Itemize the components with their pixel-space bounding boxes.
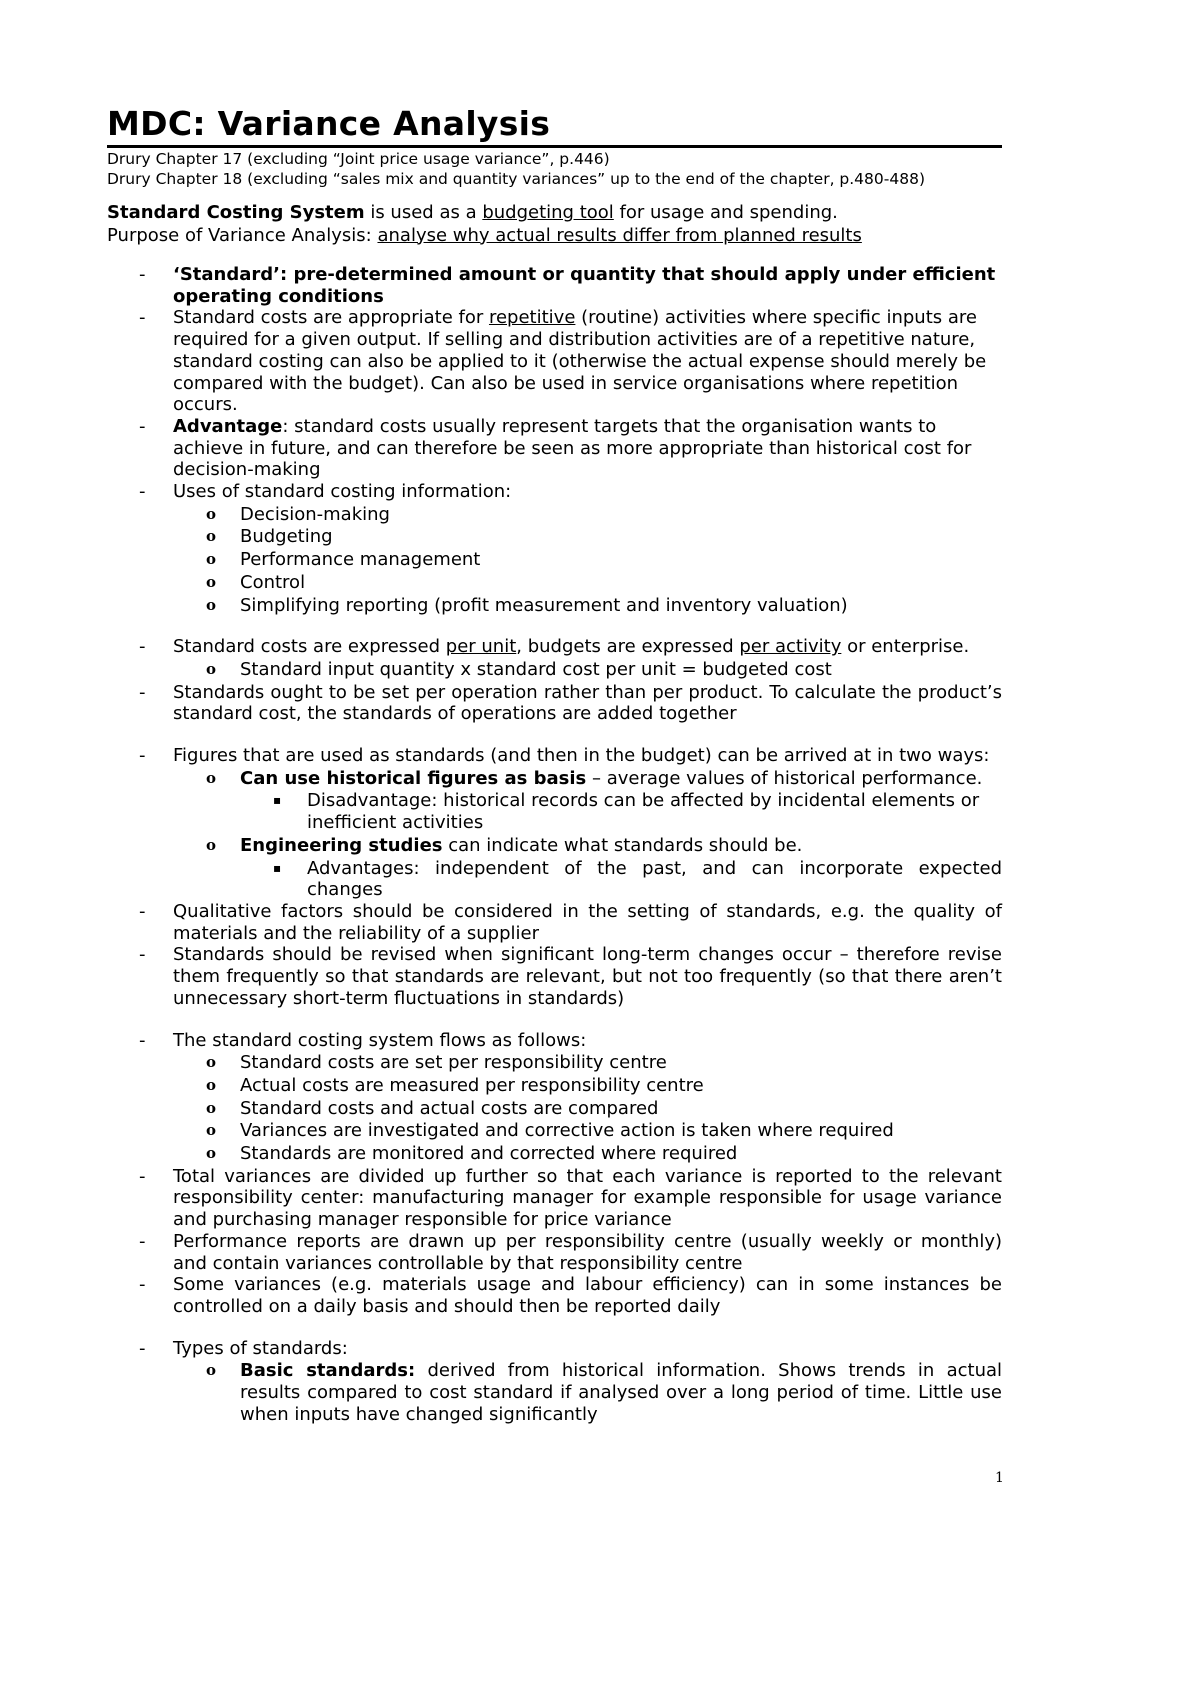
- underlined-text: analyse why actual results differ from planned results: [377, 224, 862, 246]
- circle-bullet-icon: o: [206, 1361, 217, 1380]
- bold-text: Engineering studies: [240, 834, 443, 856]
- list-item: [107, 1166, 1002, 1231]
- dash-bullet-icon: -: [139, 1029, 146, 1051]
- circle-bullet-icon: o: [206, 527, 217, 546]
- list-item: [107, 1098, 1002, 1120]
- dash-bullet-icon: -: [139, 1230, 146, 1252]
- text-run: Standard costs and actual costs are compared: [240, 1097, 659, 1119]
- list-item: [107, 1075, 1002, 1097]
- page-number: 1: [995, 1470, 1004, 1486]
- square-bullet-icon: ▪: [273, 860, 282, 875]
- bold-text: Standard Costing System: [107, 202, 365, 223]
- text-run: – average values of historical performance.: [586, 767, 983, 789]
- text-run: Standard costs are appropriate for: [173, 307, 489, 329]
- dash-bullet-icon: -: [139, 681, 146, 703]
- list-item: [107, 307, 1002, 416]
- underlined-text: budgeting tool: [482, 202, 614, 223]
- circle-bullet-icon: o: [206, 1075, 217, 1094]
- text-run: Disadvantage: historical records can be affected by incidental elements or inefficient activities: [307, 790, 980, 834]
- circle-bullet-icon: o: [206, 1121, 217, 1140]
- dash-bullet-icon: -: [139, 307, 146, 329]
- text-run: Variances are investigated and corrective action is taken where required: [240, 1120, 894, 1142]
- intro-paragraphs: [107, 202, 862, 247]
- list-item: [107, 481, 1002, 503]
- text-run: Qualitative factors should be considered in the setting of standards, e.g. the quality of materials and the reliability of a supplier: [173, 900, 1002, 944]
- bold-text: Basic standards:: [240, 1360, 416, 1382]
- reference-line: Drury Chapter 17 (excluding “Joint price usage variance”, p.446): [107, 150, 610, 168]
- dash-bullet-icon: -: [139, 1274, 146, 1296]
- text-run: can indicate what standards should be.: [442, 834, 803, 856]
- text-run: The standard costing system flows as follows:: [173, 1029, 587, 1051]
- square-bullet-icon: ▪: [273, 793, 282, 808]
- dash-bullet-icon: -: [139, 944, 146, 966]
- text-run: Types of standards:: [173, 1337, 348, 1359]
- list-item: [107, 264, 1002, 307]
- text-run: Standards are monitored and corrected where required: [240, 1143, 738, 1165]
- list-item: [107, 682, 1002, 725]
- text-run: Purpose of Variance Analysis:: [107, 224, 378, 246]
- bold-text: Advantage: [173, 415, 283, 437]
- list-item: [107, 1120, 1002, 1142]
- dash-bullet-icon: -: [139, 1337, 146, 1359]
- list-item: [107, 572, 1002, 594]
- text-run: Decision-making: [240, 503, 390, 525]
- list-item: [107, 1360, 1002, 1425]
- list-item: [107, 901, 1002, 944]
- circle-bullet-icon: o: [206, 572, 217, 591]
- text-run: Figures that are used as standards (and then in the budget) can be arrived at in two ways:: [173, 745, 990, 767]
- text-run: Performance management: [240, 549, 481, 571]
- list-item: [107, 1143, 1002, 1165]
- text-run: Standards ought to be set per operation rather than per product. To calculate the product’s standard cost, the standards of operations are added together: [173, 681, 1002, 725]
- page-title: MDC: Variance Analysis: [107, 104, 551, 143]
- text-run: : standard costs usually represent targets that the organisation wants to achieve in future, and can therefore be seen as more appropriate than historical cost for decision-making: [173, 415, 972, 481]
- intro-line: [107, 225, 862, 248]
- dash-bullet-icon: -: [139, 264, 146, 285]
- list-item: [107, 549, 1002, 571]
- text-run: for usage and spending.: [613, 202, 838, 223]
- text-run: Performance reports are drawn up per responsibility centre (usually weekly or monthly) and contain variances controllable by that responsibility centre: [173, 1230, 1002, 1274]
- circle-bullet-icon: o: [206, 1144, 217, 1163]
- reference-line: Drury Chapter 18 (excluding “sales mix and quantity variances” up to the end of the chapter, p.480-488): [107, 170, 925, 188]
- list-item: [107, 595, 1002, 617]
- text-run: , budgets are expressed: [516, 636, 740, 658]
- circle-bullet-icon: o: [206, 1053, 217, 1072]
- intro-line: [107, 202, 862, 225]
- title-underline-divider: [107, 145, 1002, 148]
- underlined-text: per unit: [445, 636, 517, 658]
- dash-bullet-icon: -: [139, 481, 146, 503]
- list-item: [107, 835, 1002, 857]
- text-run: Standards should be revised when significant long-term changes occur – therefore revise them frequently so that standards are relevant, but not too frequently (so that there aren’t unnecessary short-term fluctuations in standards): [173, 944, 1002, 1009]
- circle-bullet-icon: o: [206, 1098, 217, 1117]
- text-run: is used as a: [364, 202, 483, 223]
- circle-bullet-icon: o: [206, 550, 217, 569]
- list-item: [107, 1030, 1002, 1052]
- text-run: Budgeting: [240, 526, 333, 548]
- circle-bullet-icon: o: [206, 595, 217, 614]
- chapter-references: [107, 149, 925, 189]
- dash-bullet-icon: -: [139, 415, 146, 437]
- text-run: derived from historical information. Shows trends in actual results compared to cost standard if analysed over a long period of time. Little use when inputs have changed significantly: [240, 1360, 1003, 1425]
- list-item: [107, 416, 1002, 481]
- list-item: [107, 1274, 1002, 1317]
- bullet-list: [107, 264, 1002, 1426]
- list-item: [107, 768, 1002, 790]
- text-run: Advantages: independent of the past, and can incorporate expected changes: [307, 857, 1002, 901]
- list-item: [107, 504, 1002, 526]
- list-item: [107, 745, 1002, 767]
- list-item: [107, 636, 1002, 658]
- text-run: Simplifying reporting (profit measurement and inventory valuation): [240, 594, 848, 616]
- circle-bullet-icon: o: [206, 835, 217, 854]
- circle-bullet-icon: o: [206, 768, 217, 787]
- list-item: [107, 659, 1002, 681]
- underlined-text: per activity: [739, 636, 842, 658]
- text-run: Total variances are divided up further so that each variance is reported to the relevant responsibility center: manufacturing manager for example responsible for usage variance and purchasing manager responsible for price variance: [173, 1165, 1002, 1231]
- text-run: Standard costs are expressed: [173, 636, 446, 658]
- list-item: [107, 790, 1002, 833]
- list-item: [107, 1338, 1002, 1360]
- bold-text: Can use historical figures as basis: [240, 767, 587, 789]
- underlined-text: repetitive: [488, 307, 576, 329]
- text-run: Standard input quantity x standard cost per unit = budgeted cost: [240, 658, 832, 680]
- text-run: (routine) activities where specific inputs are required for a given output. If selling and distribution activities are of a repetitive nature, standard costing can also be applied to it (otherwise the actual expense should merely be compared with the budget). Can also be used in service organisations where repetition occurs.: [173, 307, 987, 416]
- list-item: [107, 1231, 1002, 1274]
- text-run: Standard costs are set per responsibility centre: [240, 1052, 667, 1074]
- text-run: Actual costs are measured per responsibility centre: [240, 1074, 704, 1096]
- bold-text: ‘Standard’: pre-determined amount or quantity that should apply under efficient operating conditions: [173, 264, 996, 307]
- text-run: Some variances (e.g. materials usage and labour efficiency) can in some instances be controlled on a daily basis and should then be reported daily: [173, 1274, 1002, 1317]
- text-run: Uses of standard costing information:: [173, 481, 512, 503]
- dash-bullet-icon: -: [139, 745, 146, 767]
- list-item: [107, 858, 1002, 901]
- dash-bullet-icon: -: [139, 636, 146, 658]
- dash-bullet-icon: -: [139, 900, 146, 922]
- list-item: [107, 526, 1002, 548]
- circle-bullet-icon: o: [206, 659, 217, 678]
- list-item: [107, 1052, 1002, 1074]
- list-item: [107, 944, 1002, 1009]
- circle-bullet-icon: o: [206, 504, 217, 523]
- text-run: Control: [240, 571, 306, 593]
- text-run: or enterprise.: [841, 636, 970, 658]
- dash-bullet-icon: -: [139, 1165, 146, 1187]
